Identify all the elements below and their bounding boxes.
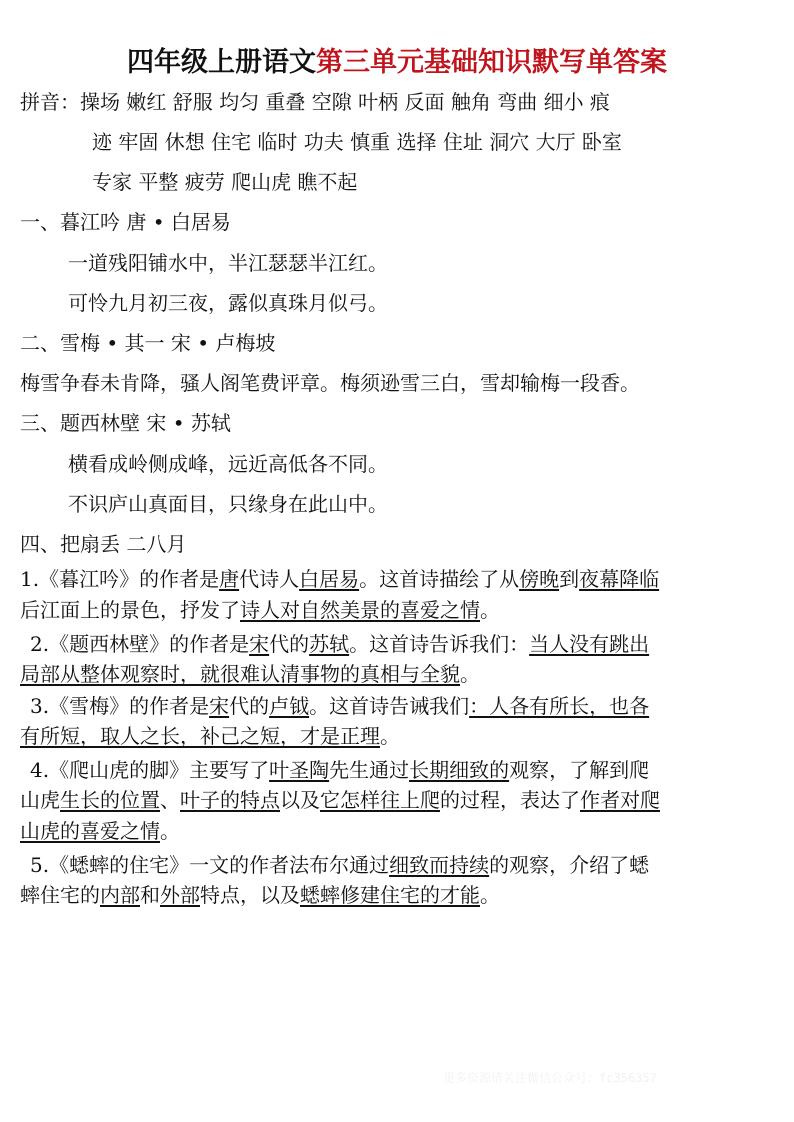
- q3-text: 。这首诗告诫我们: [309, 694, 470, 718]
- q2-answer-dynasty: 宋: [249, 632, 270, 656]
- q3-text: 3.《雪梅》的作者是: [30, 694, 210, 718]
- q3-answer-lesson: 有所短，取人之长，补己之短，才是正理: [20, 724, 380, 748]
- q5-answer-outside: 外部: [160, 883, 200, 907]
- poem1-heading: 一、暮江吟 唐 • 白居易: [20, 210, 231, 234]
- q4-answer-emotion: 作者对爬: [580, 788, 660, 812]
- q2-answer-lesson: 当人没有跳出: [529, 632, 650, 656]
- q5-line-1: [30, 851, 649, 879]
- q4-text: 山虎: [20, 788, 60, 812]
- q4-answer-author: 叶圣陶: [269, 758, 330, 782]
- q5-text: 。: [480, 883, 500, 907]
- poem3-heading: 三、题西林壁 宋 • 苏轼: [20, 411, 231, 435]
- q4-text: 先生通过: [329, 758, 410, 782]
- q2-text: 。: [460, 662, 480, 686]
- q5-answer-observation: 细致而持续: [389, 853, 490, 877]
- q1-answer-time-start: 傍晚: [519, 567, 560, 591]
- q1-line-2: [20, 596, 500, 624]
- q4-answer-observation: 长期细致的: [409, 758, 510, 782]
- q3-line-1: [30, 692, 649, 720]
- q5-text: 的观察，介绍了蟋: [489, 853, 650, 877]
- q3-answer-dynasty: 宋: [209, 694, 230, 718]
- q2-answer-lesson: 局部从整体观察时，就很难认清事物的真相与全貌: [20, 662, 460, 686]
- q5-text: 和: [140, 883, 160, 907]
- watermark: 更多资源请关注微信公众号：fc356357: [443, 1071, 657, 1085]
- poem3-line-1: 横看成岭侧成峰，远近高低各不同。: [68, 452, 388, 476]
- q1-text: 。这首诗描绘了从: [359, 567, 520, 591]
- page-title: [0, 40, 794, 79]
- title-unit: 第三单元基础知识默写单答案: [316, 47, 667, 78]
- q2-text: 。这首诗告诉我们：: [349, 632, 530, 656]
- q5-text: 5.《蟋蟀的住宅》一文的作者法布尔通过: [30, 853, 390, 877]
- pinyin-line-2: 迹 牢固 休想 住宅 临时 功夫 慎重 选择 住址 洞穴 大厅 卧室: [92, 130, 622, 154]
- q3-text: 代的: [229, 694, 270, 718]
- section4-heading: 四、把扇丢 二八月: [20, 532, 187, 556]
- poem2-line-1: 梅雪争春未肯降，骚人阁笔费评章。梅须逊雪三白，雪却输梅一段香。: [20, 371, 640, 395]
- pinyin-words-1: 操场 嫩红 舒服 均匀 重叠 空隙 叶柄 反面 触角 弯曲 细小 痕: [80, 90, 610, 114]
- q4-line-3: [20, 817, 180, 845]
- q2-text: 代的: [269, 632, 310, 656]
- q4-answer-leaves: 叶子的特点: [180, 788, 280, 812]
- q2-line-1: [30, 630, 649, 658]
- q4-text: 观察，了解到爬: [509, 758, 650, 782]
- q2-text: 2.《题西林壁》的作者是: [30, 632, 250, 656]
- q4-text: 4.《爬山虎的脚》主要写了: [30, 758, 270, 782]
- q1-text: 到: [559, 567, 580, 591]
- q1-answer-time-end: 夜幕降临: [579, 567, 660, 591]
- q1-answer-author: 白居易: [299, 567, 360, 591]
- poem1-line-1: 一道残阳铺水中，半江瑟瑟半江红。: [68, 251, 388, 275]
- q4-text: 。: [160, 819, 180, 843]
- pinyin-line-1: [20, 88, 610, 116]
- q3-answer-author: 卢钺: [269, 694, 310, 718]
- q4-answer-position: 生长的位置: [60, 788, 160, 812]
- q5-line-2: [20, 881, 500, 909]
- q1-text: 。: [480, 598, 500, 622]
- q4-answer-climb: 它怎样往上爬: [320, 788, 440, 812]
- q1-answer-emotion: 诗人对自然美景的喜爱之情: [240, 598, 480, 622]
- q1-text: 后江面上的景色，抒发了: [20, 598, 240, 622]
- q3-text: 。: [380, 724, 400, 748]
- q1-text: 代诗人: [239, 567, 300, 591]
- poem3-line-2: 不识庐山真面目，只缘身在此山中。: [68, 492, 388, 516]
- q5-text: 蟀住宅的: [20, 883, 100, 907]
- q4-text: 以及: [280, 788, 320, 812]
- q2-line-2: [20, 660, 480, 688]
- q2-answer-author: 苏轼: [309, 632, 350, 656]
- q5-text: 特点，以及: [200, 883, 300, 907]
- poem2-heading: 二、雪梅 • 其一 宋 • 卢梅坡: [20, 331, 276, 355]
- q4-text: 的过程，表达了: [440, 788, 580, 812]
- title-grade: 四年级上册语文: [127, 47, 316, 78]
- q1-text: 1.《暮江吟》的作者是: [20, 567, 220, 591]
- q5-answer-inside: 内部: [100, 883, 140, 907]
- pinyin-label: 拼音：: [20, 90, 80, 114]
- pinyin-line-3: 专家 平整 疲劳 爬山虎 瞧不起: [92, 170, 358, 194]
- q1-answer-dynasty: 唐: [219, 567, 240, 591]
- q4-line-1: [30, 756, 649, 784]
- q4-line-2: [20, 786, 660, 814]
- q4-answer-emotion: 山虎的喜爱之情: [20, 819, 160, 843]
- q4-text: 、: [160, 788, 180, 812]
- q5-answer-ability: 蟋蟀修建住宅的才能: [300, 883, 480, 907]
- q1-line-1: [20, 565, 659, 593]
- q3-line-2: [20, 722, 400, 750]
- poem1-line-2: 可怜九月初三夜，露似真珠月似弓。: [68, 291, 388, 315]
- q3-answer-lesson: ：人各有所长，也各: [469, 694, 650, 718]
